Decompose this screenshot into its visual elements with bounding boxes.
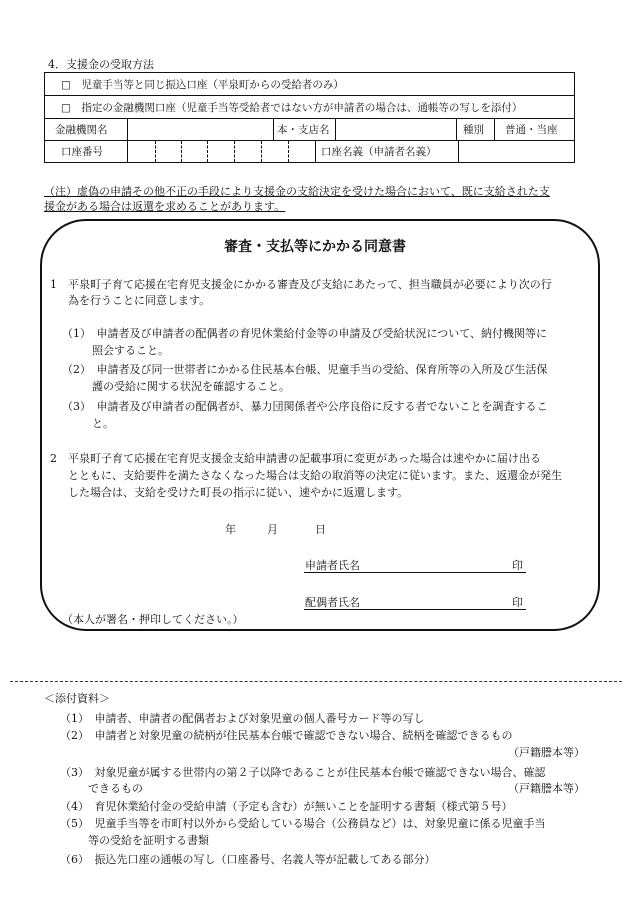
attachment-item-3: （3） 対象児童が属する世帯内の第２子以降であることが住民基本台帳で確認できない場合、確認: [60, 766, 546, 779]
branch-label: 本・支店名: [277, 124, 330, 136]
bank-name-label: 金融機関名: [55, 124, 108, 136]
attachment-item-6: （6） 振込先口座の通帳の写し（口座番号、名義人等が記載してある部分）: [60, 853, 436, 866]
digit-separator: [234, 141, 235, 162]
false-application-note-cont: 援金がある場合は返還を求めることがあります。: [44, 200, 286, 213]
option-designated-account[interactable]: □ 指定の金融機関口座（児童手当等受給者ではない方が申請者の場合は、通帳等の写しを添付）: [61, 101, 523, 114]
bank-name-field[interactable]: [129, 119, 272, 140]
applicant-name-label: 申請者氏名: [305, 559, 360, 572]
option-same-account[interactable]: □ 児童手当等と同じ振込口座（平泉町からの受給者のみ）: [61, 78, 344, 91]
attachment-item-2-note: （戸籍謄本等）: [508, 746, 585, 759]
consent-paragraph-1-cont: 為を行うことに同意します。: [68, 294, 211, 307]
spouse-signature-line[interactable]: [304, 609, 526, 610]
account-number-field[interactable]: [317, 141, 320, 162]
applicant-signature-line[interactable]: [304, 572, 526, 573]
consent-item-3-cont: と。: [92, 417, 114, 430]
date-month-label: 月: [267, 523, 278, 536]
digit-separator: [261, 141, 262, 162]
section-heading: 4．支援金の受取方法: [48, 58, 154, 71]
applicant-seal: 印: [512, 559, 523, 572]
consent-paragraph-2-cont: した場合は、支給を受けた町長の指示に従い、速やかに返還します。: [68, 486, 409, 499]
attachment-item-4: （4） 育児休業給付金の受給申請（予定も含む）が無いことを証明する書類（様式第５号）: [60, 800, 513, 813]
consent-item-2-cont: 護の受給に関する状況を確認すること。: [92, 380, 290, 393]
divider: [335, 119, 336, 140]
type-value[interactable]: 普通・当座: [505, 124, 558, 136]
divider: [494, 119, 495, 140]
date-day-label: 日: [315, 523, 326, 536]
table-row: [45, 119, 574, 141]
digit-separator: [288, 141, 289, 162]
attachment-item-2: （2） 申請者と対象児童の続柄が住民基本台帳で確認できない場合、続柄を確認できるもの: [60, 729, 513, 742]
consent-item-1-cont: 照会すること。: [92, 344, 169, 357]
consent-paragraph-2-cont: とともに、支給要件を満たさなくなった場合は支給の取消等の決定に従います。また、返還金が発生: [68, 469, 563, 482]
consent-item-2: （2） 申請者及び同一世帯者にかかる住民基本台帳、児童手当の受給、保育所等の入所及び生活保: [62, 363, 548, 376]
divider: [456, 119, 457, 140]
consent-paragraph-1: 1 平泉町子育て応援在宅育児支援金にかかる審査及び支給にあたって、担当職員が必要により次の行: [50, 278, 552, 291]
divider: [127, 141, 128, 162]
digit-separator: [155, 141, 156, 162]
bank-account-table: [44, 72, 575, 163]
attachment-item-3-note: （戸籍謄本等）: [508, 782, 585, 795]
date-year-label: 年: [225, 523, 236, 536]
table-row: [45, 73, 574, 96]
type-label: 種別: [463, 124, 484, 136]
account-holder-field[interactable]: [460, 141, 570, 162]
divider: [273, 119, 274, 140]
attachment-item-3-cont: できるもの: [88, 782, 143, 795]
table-row: [45, 141, 574, 162]
divider: [127, 119, 128, 140]
branch-field[interactable]: [337, 119, 455, 140]
attachment-item-5-cont: 等の受給を証明する書類: [88, 834, 209, 847]
account-number-label: 口座番号: [61, 146, 103, 158]
table-row: [45, 96, 574, 119]
digit-separator: [207, 141, 208, 162]
digit-separator: [181, 141, 182, 162]
attachments-heading: ＜添付資料＞: [44, 692, 110, 705]
divider: [458, 141, 459, 162]
attachment-item-1: （1） 申請者、申請者の配偶者および対象児童の個人番号カード等の写し: [60, 712, 425, 725]
sign-note: （本人が署名・押印してください。）: [62, 613, 244, 626]
attachment-item-5: （5） 児童手当等を市町村以外から受給している場合（公務員など）は、対象児童に係る児童手当: [60, 817, 546, 830]
consent-item-3: （3） 申請者及び申請者の配偶者が、暴力団関係者や公序良俗に反する者でないことを調査するこ: [62, 400, 548, 413]
dashed-separator: [10, 681, 622, 682]
consent-item-1: （1） 申請者及び申請者の配偶者の育児休業給付金等の申請及び受給状況について、納付機関等に: [62, 327, 548, 340]
false-application-note: （注）虚偽の申請その他不正の手段により支援金の支給決定を受けた場合において、既に支給された支: [44, 185, 550, 198]
spouse-seal: 印: [512, 596, 523, 609]
divider: [315, 141, 316, 162]
consent-title: 審査・支払等にかかる同意書: [224, 239, 406, 255]
consent-paragraph-2: 2 平泉町子育て応援在宅育児支援金支給申請書の記載事項に変更があった場合は速やかに届け出る: [50, 452, 541, 465]
account-holder-label: 口座名義（申請者名義）: [321, 146, 437, 158]
spouse-name-label: 配偶者氏名: [305, 596, 360, 609]
